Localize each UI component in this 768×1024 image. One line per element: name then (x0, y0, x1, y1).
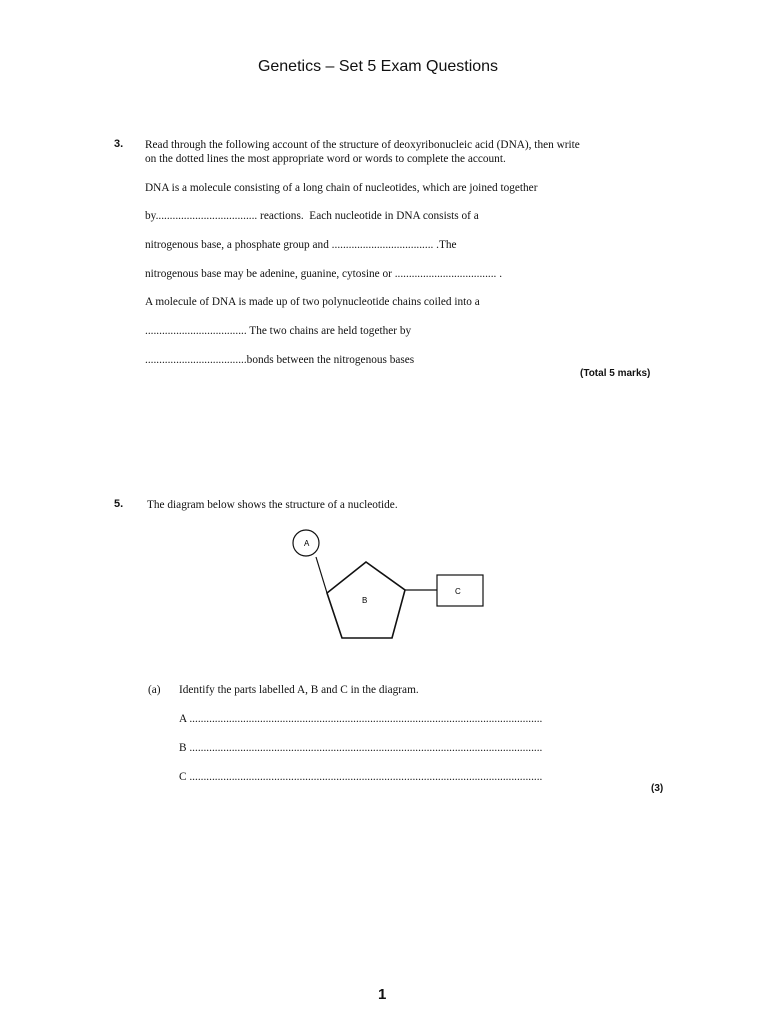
page-title: Genetics – Set 5 Exam Questions (257, 58, 499, 75)
connector-line-a-b (316, 557, 327, 593)
question-5-number: 5. (114, 498, 124, 510)
question-3-text-line-1: DNA is a molecule consisting of a long chain of nucleotides, which are joined together (145, 182, 538, 194)
question-3-text-line-7: ....................................bonds between the nitrogenous bases (145, 354, 415, 366)
question-3-text-line-6: .................................... The two chains are held together by (145, 325, 412, 337)
part-a-marks: (3) (651, 783, 664, 794)
page-number: 1 (378, 986, 387, 1003)
diagram-label-a: A (304, 539, 310, 548)
diagram-label-c: C (455, 587, 461, 596)
question-5-intro: The diagram below shows the structure of a nucleotide. (147, 499, 398, 511)
part-a-label: (a) (148, 684, 161, 696)
question-3-text-line-5: A molecule of DNA is made up of two polynucleotide chains coiled into a (145, 296, 480, 308)
answer-line-b[interactable]: B ............................................................................................................................. (179, 742, 543, 754)
question-3-number: 3. (114, 138, 124, 150)
diagram-label-b: B (362, 596, 368, 605)
question-3-text-line-2: by.................................... reactions. Each nucleotide in DNA consists of a (145, 210, 479, 222)
question-3-intro-line-1: Read through the following account of the structure of deoxyribonucleic acid (DNA), then write (145, 139, 580, 151)
answer-line-c[interactable]: C ............................................................................................................................. (179, 771, 543, 783)
part-a-text: Identify the parts labelled A, B and C in the diagram. (179, 684, 419, 696)
question-3-total-marks: (Total 5 marks) (580, 368, 651, 379)
nucleotide-diagram (290, 526, 490, 646)
answer-line-a[interactable]: A ............................................................................................................................. (179, 713, 543, 725)
question-3-intro-line-2: on the dotted lines the most appropriate word or words to complete the account. (145, 153, 506, 165)
question-3-text-line-4: nitrogenous base may be adenine, guanine, cytosine or .................................... . (145, 268, 503, 280)
question-3-text-line-3: nitrogenous base, a phosphate group and .................................... .The (145, 239, 457, 251)
